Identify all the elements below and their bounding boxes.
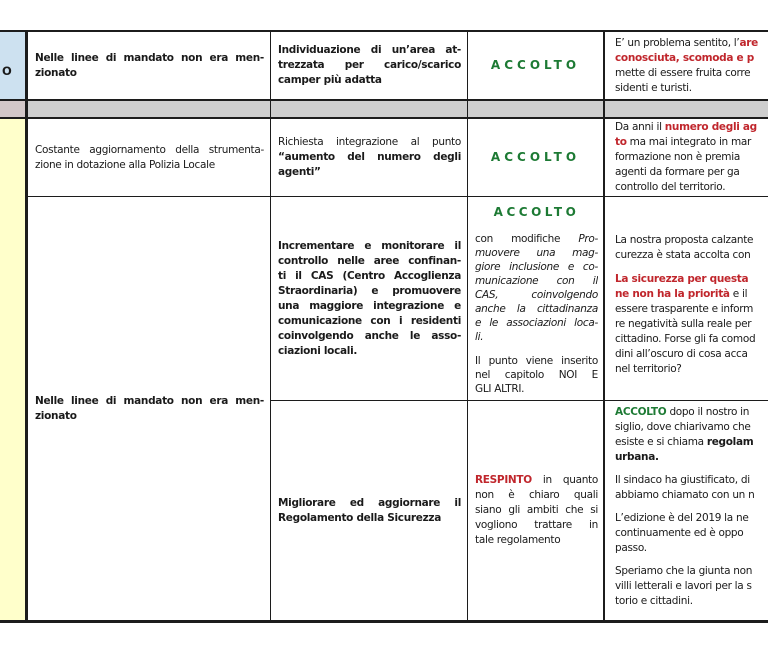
text-line: con modifiche Pro- (475, 233, 598, 245)
separator-cell (271, 101, 468, 119)
text-line: sidenti e turisti. (615, 81, 692, 94)
text-line: nel capitolo NOI E (475, 369, 598, 381)
text-line: ne non ha la priorità e il (615, 288, 748, 300)
text-line: Da anni il numero degli ag (615, 121, 757, 133)
text-line: agenti” (278, 166, 321, 178)
text-line: non è chiaro quali (475, 489, 598, 501)
separator-cell (605, 101, 768, 119)
category-label-fragment: O (2, 64, 12, 78)
cell-comment-r3 (605, 197, 768, 401)
text-line: RESPINTO in quanto (475, 474, 598, 486)
text-line: CAS, coinvolgendo (475, 289, 598, 301)
text-line: ACCOLTO dopo il nostro in (615, 406, 750, 418)
cell-proposal-r1 (271, 32, 468, 101)
text-line: trezzata per carico/scarico (278, 59, 461, 71)
text-line: “aumento del numero degli (278, 151, 461, 163)
text-line: Costante aggiornamento della strumenta- (35, 143, 264, 156)
text-line: agenti da formare per ga (615, 166, 740, 178)
text-line: E’ un problema sentito, l’are (615, 36, 758, 49)
cell-status-r4 (468, 401, 605, 623)
text-line: Il punto viene inserito (475, 355, 598, 367)
text-line: cittadino. Forse gli fa comod (615, 333, 756, 345)
separator-cell-category (0, 101, 28, 119)
text-line: ciazioni locali. (278, 344, 358, 357)
cell-comment-r2 (605, 119, 768, 197)
cell-category-yellow (0, 119, 28, 623)
text-line: siano gli ambiti che si (475, 504, 598, 516)
text-line: zionato (35, 66, 77, 79)
blank-line (615, 465, 768, 473)
text-line: continuamente ed è oppo (615, 527, 744, 539)
cell-proposal-r3 (271, 197, 468, 401)
cell-status-r1 (468, 32, 605, 101)
text-line: muovere una mag- (475, 247, 598, 259)
text-line: camper più adatta (278, 74, 382, 86)
blank-line (475, 344, 598, 354)
separator-cell (468, 101, 605, 119)
status-badge-accolto-r2: ACCOLTO (490, 150, 581, 164)
blank-line (475, 220, 598, 232)
text-line: L’edizione è del 2019 la ne (615, 512, 749, 524)
text-line: Individuazione di un’area at- (278, 44, 461, 56)
text-line: Nelle linee di mandato non era men- (35, 394, 264, 407)
cell-status-r2 (468, 119, 605, 197)
text-line: ACCOLTO (493, 205, 580, 219)
text-line: nel territorio? (615, 363, 682, 375)
text-line: giore inclusione e co- (475, 261, 598, 273)
text-line: passo. (615, 542, 647, 554)
text-line: abbiamo chiamato con un n (615, 489, 755, 501)
text-line: formazione non è premia (615, 151, 740, 163)
text-line: dini all’oscuro di cosa acca (615, 348, 748, 360)
cell-comment-r1 (605, 32, 768, 101)
cell-comment-r4 (605, 401, 768, 623)
text-line: GLI ALTRI. (475, 383, 525, 395)
blank-line (615, 503, 768, 511)
text-line: zionato (35, 409, 77, 422)
text-line: Nelle linee di mandato non era men- (35, 51, 264, 64)
text-line: esiste e si chiama regolam (615, 436, 754, 448)
text-line: ti il CAS (Centro Accoglienza (278, 269, 461, 282)
text-line: urbana. (615, 451, 659, 463)
text-line: Richiesta integrazione al punto (278, 136, 461, 148)
text-line: villi letterali e lavori per la s (615, 580, 752, 592)
cell-status-r3 (468, 197, 605, 401)
text-line: to ma mai integrato in mar (615, 136, 752, 148)
text-line: Regolamento della Sicurezza (278, 511, 441, 524)
text-line: re negatività sulla reale per (615, 318, 752, 330)
text-line: tale regolamento (475, 534, 561, 546)
status-badge-accolto-r1: ACCOLTO (490, 58, 581, 72)
text-line: li. (475, 331, 484, 343)
text-line: e le associazioni loca- (475, 317, 598, 329)
text-line: curezza è stata accolta con (615, 249, 751, 261)
text-line: controllo nelle aree confinan- (278, 254, 461, 267)
text-line: Speriamo che la giunta non (615, 565, 753, 577)
text-line: Il sindaco ha giustificato, di (615, 474, 750, 486)
text-line: zione in dotazione alla Polizia Locale (35, 158, 215, 171)
blank-line (615, 556, 768, 564)
text-line: Migliorare ed aggiornare il (278, 496, 461, 509)
text-line: essere trasparente e inform (615, 303, 754, 315)
text-line: coinvolgendo anche le asso- (278, 329, 461, 342)
cell-mandate-note-r3r4 (28, 197, 271, 623)
text-line: controllo del territorio. (615, 181, 726, 193)
text-line: La nostra proposta calzante (615, 234, 754, 246)
cell-mandate-note-r1 (28, 32, 271, 101)
text-line: Straordinaria) e promuovere (278, 284, 461, 297)
comparison-table (0, 30, 768, 623)
text-line: comunicazione con i residenti (278, 314, 461, 327)
text-line: Incrementare e monitorare il (278, 239, 461, 252)
text-line: anche la cittadinanza (475, 303, 598, 315)
separator-cell (28, 101, 271, 119)
blank-line (615, 263, 768, 272)
text-line: siglio, dove chiarivamo che (615, 421, 751, 433)
cell-category-blue (0, 32, 28, 101)
text-line: conosciuta, scomoda e p (615, 51, 754, 64)
text-line: vogliono trattare in (475, 519, 598, 531)
cell-proposal-r2 (271, 119, 468, 197)
text-line: La sicurezza per questa (615, 273, 749, 285)
text-line: municazione con il (475, 275, 598, 287)
cell-mandate-note-r2 (28, 119, 271, 197)
text-line: una maggiore integrazione e (278, 299, 461, 312)
text-line: mette di essere fruita corre (615, 66, 751, 79)
cell-proposal-r4 (271, 401, 468, 623)
text-line: torio e cittadini. (615, 595, 693, 607)
